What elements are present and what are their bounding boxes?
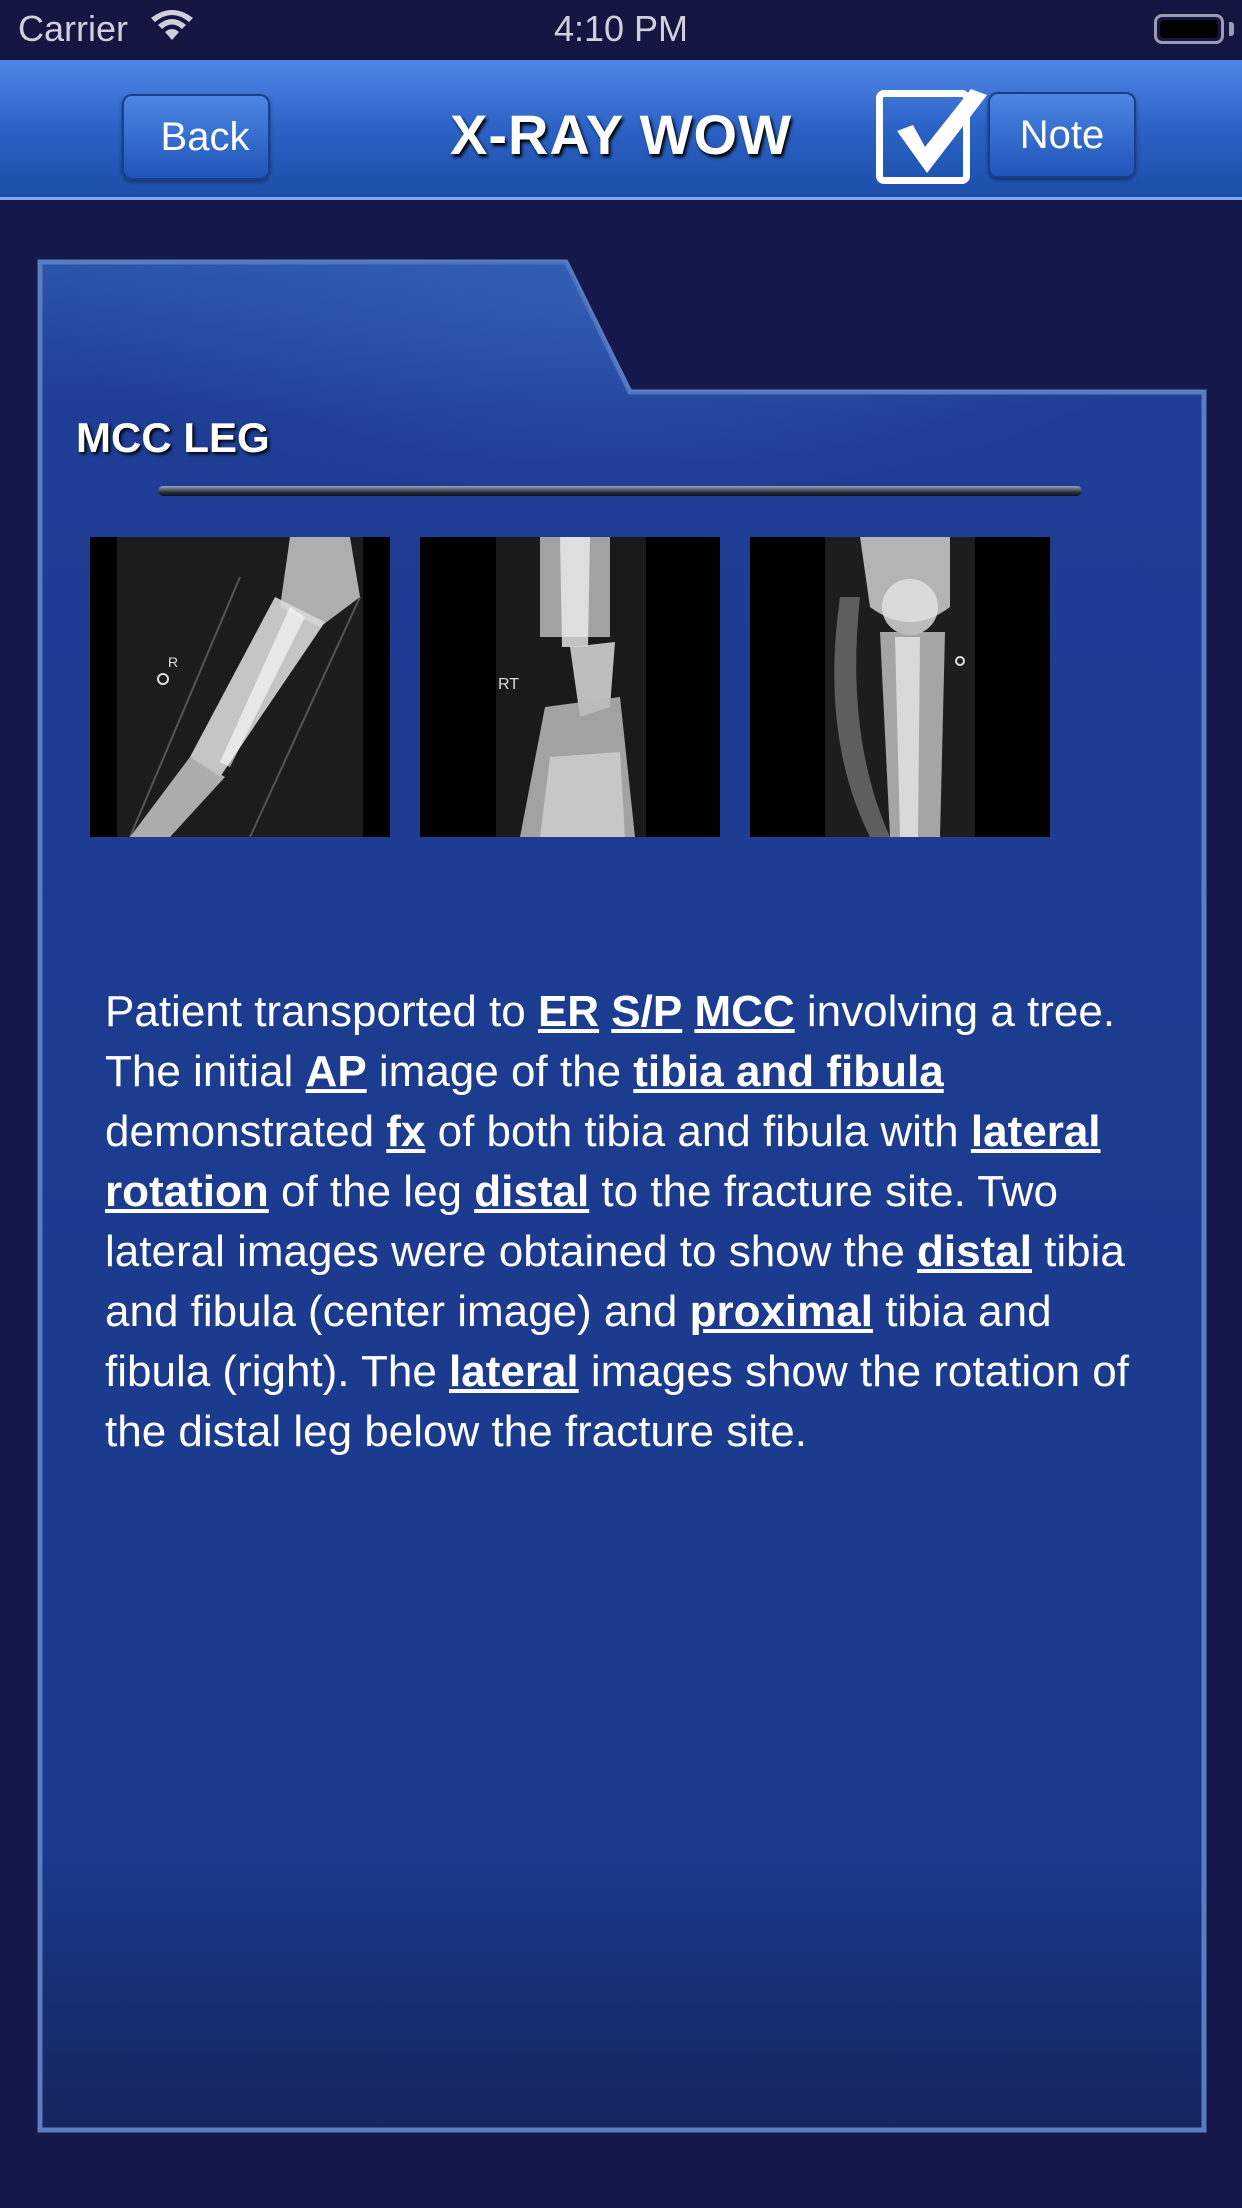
description-text [682, 987, 694, 1036]
description-text: image of the [366, 1047, 634, 1096]
xray-marker: RT [498, 676, 520, 693]
glossary-link[interactable]: AP [305, 1047, 367, 1096]
description-text [599, 987, 611, 1036]
glossary-link[interactable]: tibia and fibula [633, 1047, 944, 1096]
xray-image [90, 537, 390, 837]
glossary-link[interactable]: ER [537, 987, 600, 1036]
glossary-link[interactable]: fx [386, 1107, 426, 1156]
title-divider [158, 486, 1082, 496]
case-description [105, 982, 1155, 1462]
description-text: of both tibia and fibula with [425, 1107, 971, 1156]
description-text: to the fracture site. Two lateral images were obtained to show the [105, 1167, 1058, 1276]
glossary-link[interactable]: S/P [611, 987, 683, 1036]
xray-thumbnail-ap[interactable] [90, 537, 390, 837]
glossary-link[interactable]: proximal [689, 1287, 873, 1336]
description-text: Patient transported to [105, 987, 538, 1036]
note-button[interactable]: Note [988, 92, 1136, 178]
description-text: images show the rotation of the distal leg below the fracture site. [105, 1347, 1129, 1456]
back-button[interactable]: Back [122, 94, 270, 180]
description-text: tibia and fibula (center image) and [105, 1227, 1125, 1336]
description-text: involving a tree. The initial [105, 987, 1116, 1096]
xray-thumbnail-lateral-distal[interactable] [420, 537, 720, 837]
glossary-link[interactable]: lateral [449, 1347, 579, 1396]
glossary-link[interactable]: distal [917, 1227, 1032, 1276]
app-title: X-RAY WOW [450, 103, 792, 166]
xray-image [420, 537, 720, 837]
description-text: of the leg [268, 1167, 475, 1216]
xray-marker: R [168, 654, 179, 670]
glossary-link[interactable]: MCC [694, 987, 795, 1036]
glossary-link[interactable]: lateral rotation [105, 1107, 1101, 1216]
glossary-link[interactable]: distal [474, 1167, 590, 1216]
description-text: demonstrated [105, 1107, 387, 1156]
xray-thumbnail-lateral-proximal[interactable] [750, 537, 1050, 837]
clock: 4:10 PM [553, 8, 689, 49]
page-title: MCC LEG [76, 414, 270, 461]
description-text: tibia and fibula (right). The [105, 1287, 1052, 1396]
carrier-label: Carrier [18, 8, 129, 49]
xray-image [750, 537, 1050, 837]
